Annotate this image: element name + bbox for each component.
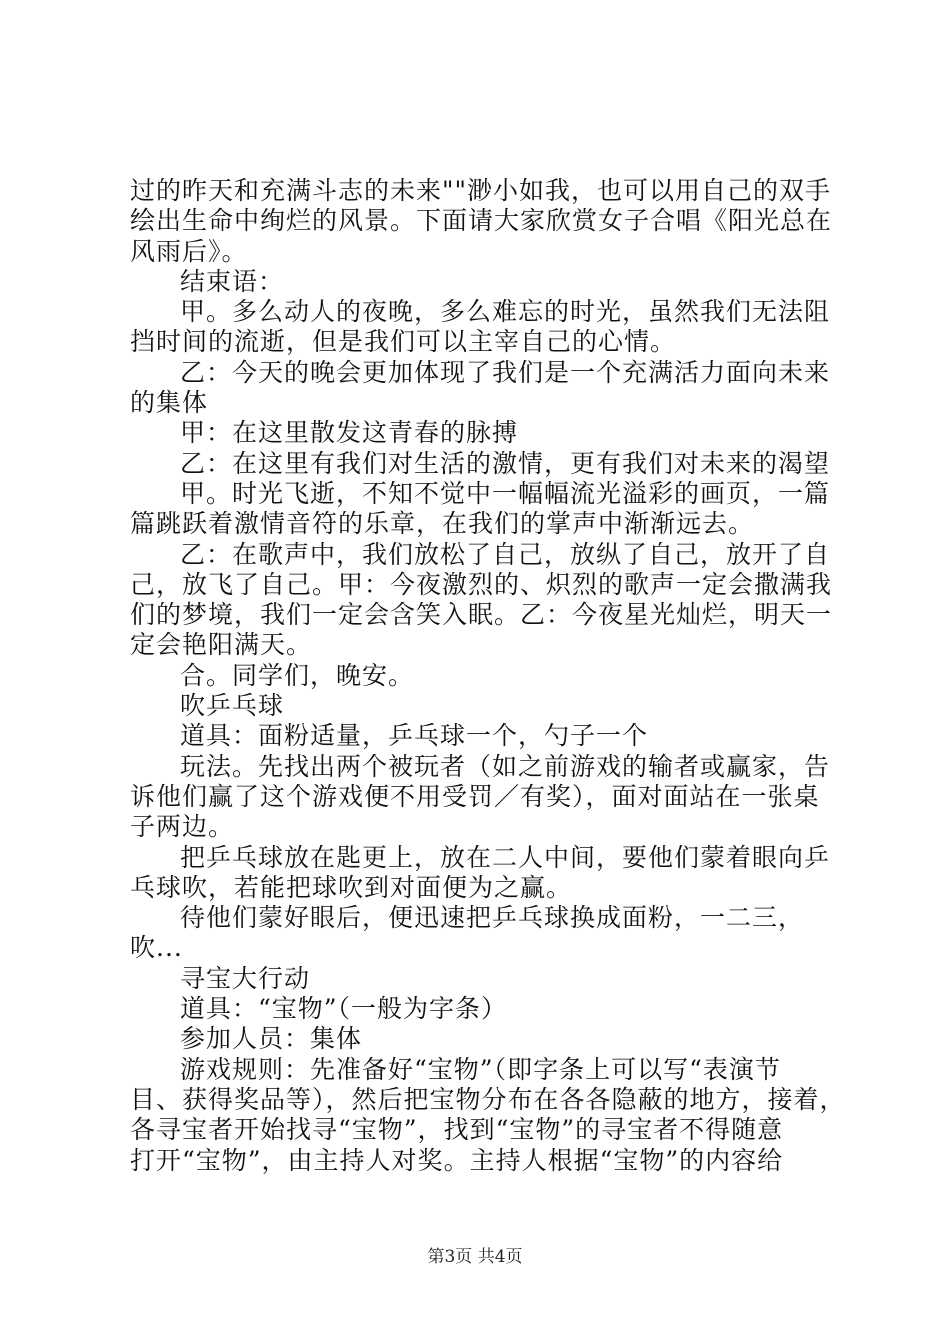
text-line: 合。同学们，晚安。	[180, 660, 415, 690]
text-line: 游戏规则：先准备好“宝物”（即字条上可以写“表演节	[180, 1054, 781, 1084]
text-line: 己，放飞了自己。甲：今夜激烈的、炽烈的歌声一定会撒满我	[130, 569, 833, 599]
text-line: 目、获得奖品等），然后把宝物分布在各各隐蔽的地方，接着，	[130, 1084, 846, 1114]
page-footer: 第3页 共4页	[427, 1247, 523, 1267]
text-line: 道具：“宝物”（一般为字条）	[180, 994, 508, 1024]
text-line: 篇跳跃着激情音符的乐章，在我们的掌声中渐渐远去。	[130, 509, 755, 539]
text-line: 乙：今天的晚会更加体现了我们是一个充满活力面向未来	[180, 357, 831, 387]
text-line: 玩法。先找出两个被玩者（如之前游戏的输者或赢家，告	[180, 751, 831, 781]
text-line: 风雨后》。	[130, 236, 248, 266]
text-line: 甲。多么动人的夜晚，多么难忘的时光，虽然我们无法阻	[180, 297, 831, 327]
text-line: 道具：面粉适量，乒乓球一个，勺子一个	[180, 721, 649, 751]
text-line: 乓球吹，若能把球吹到对面便为之赢。	[130, 872, 573, 902]
text-line: 各寻宝者开始找寻“宝物”，找到“宝物”的寻宝者不得随意	[130, 1115, 784, 1145]
text-line: 甲：在这里散发这青春的脉搏	[180, 418, 519, 448]
text-line: 乙：在歌声中，我们放松了自己，放纵了自己，放开了自	[180, 539, 831, 569]
text-line: 甲。时光飞逝，不知不觉中一幅幅流光溢彩的画页，一篇	[180, 478, 831, 508]
text-line: 的集体	[130, 388, 209, 418]
text-line: 绘出生命中绚烂的风景。下面请大家欣赏女子合唱《阳光总在	[130, 206, 833, 236]
text-line: 吹乒乓球	[180, 691, 285, 721]
text-line: 参加人员：集体	[180, 1024, 363, 1054]
text-line: 乙：在这里有我们对生活的激情，更有我们对未来的渴望	[180, 448, 831, 478]
document-body	[130, 176, 846, 1176]
text-line: 把乒乓球放在匙更上，放在二人中间，要他们蒙着眼向乒	[180, 842, 831, 872]
text-line: 待他们蒙好眼后，便迅速把乒乓球换成面粉，一二三，	[180, 903, 805, 933]
text-line: 们的梦境，我们一定会含笑入眠。乙：今夜星光灿烂，明天一	[130, 600, 833, 630]
text-line: 寻宝大行动	[180, 963, 311, 993]
text-line: 子两边。	[130, 812, 235, 842]
text-line: 挡时间的流逝，但是我们可以主宰自己的心情。	[130, 327, 677, 357]
text-line: 吹...	[130, 933, 183, 963]
text-line: 诉他们赢了这个游戏便不用受罚／有奖），面对面站在一张桌	[130, 781, 820, 811]
text-line: 结束语：	[180, 266, 285, 296]
text-line: 过的昨天和充满斗志的未来""渺小如我，也可以用自己的双手	[130, 176, 832, 205]
text-line: 定会艳阳满天。	[130, 630, 313, 660]
text-line: 打开“宝物”，由主持人对奖。主持人根据“宝物”的内容给	[130, 1145, 784, 1175]
